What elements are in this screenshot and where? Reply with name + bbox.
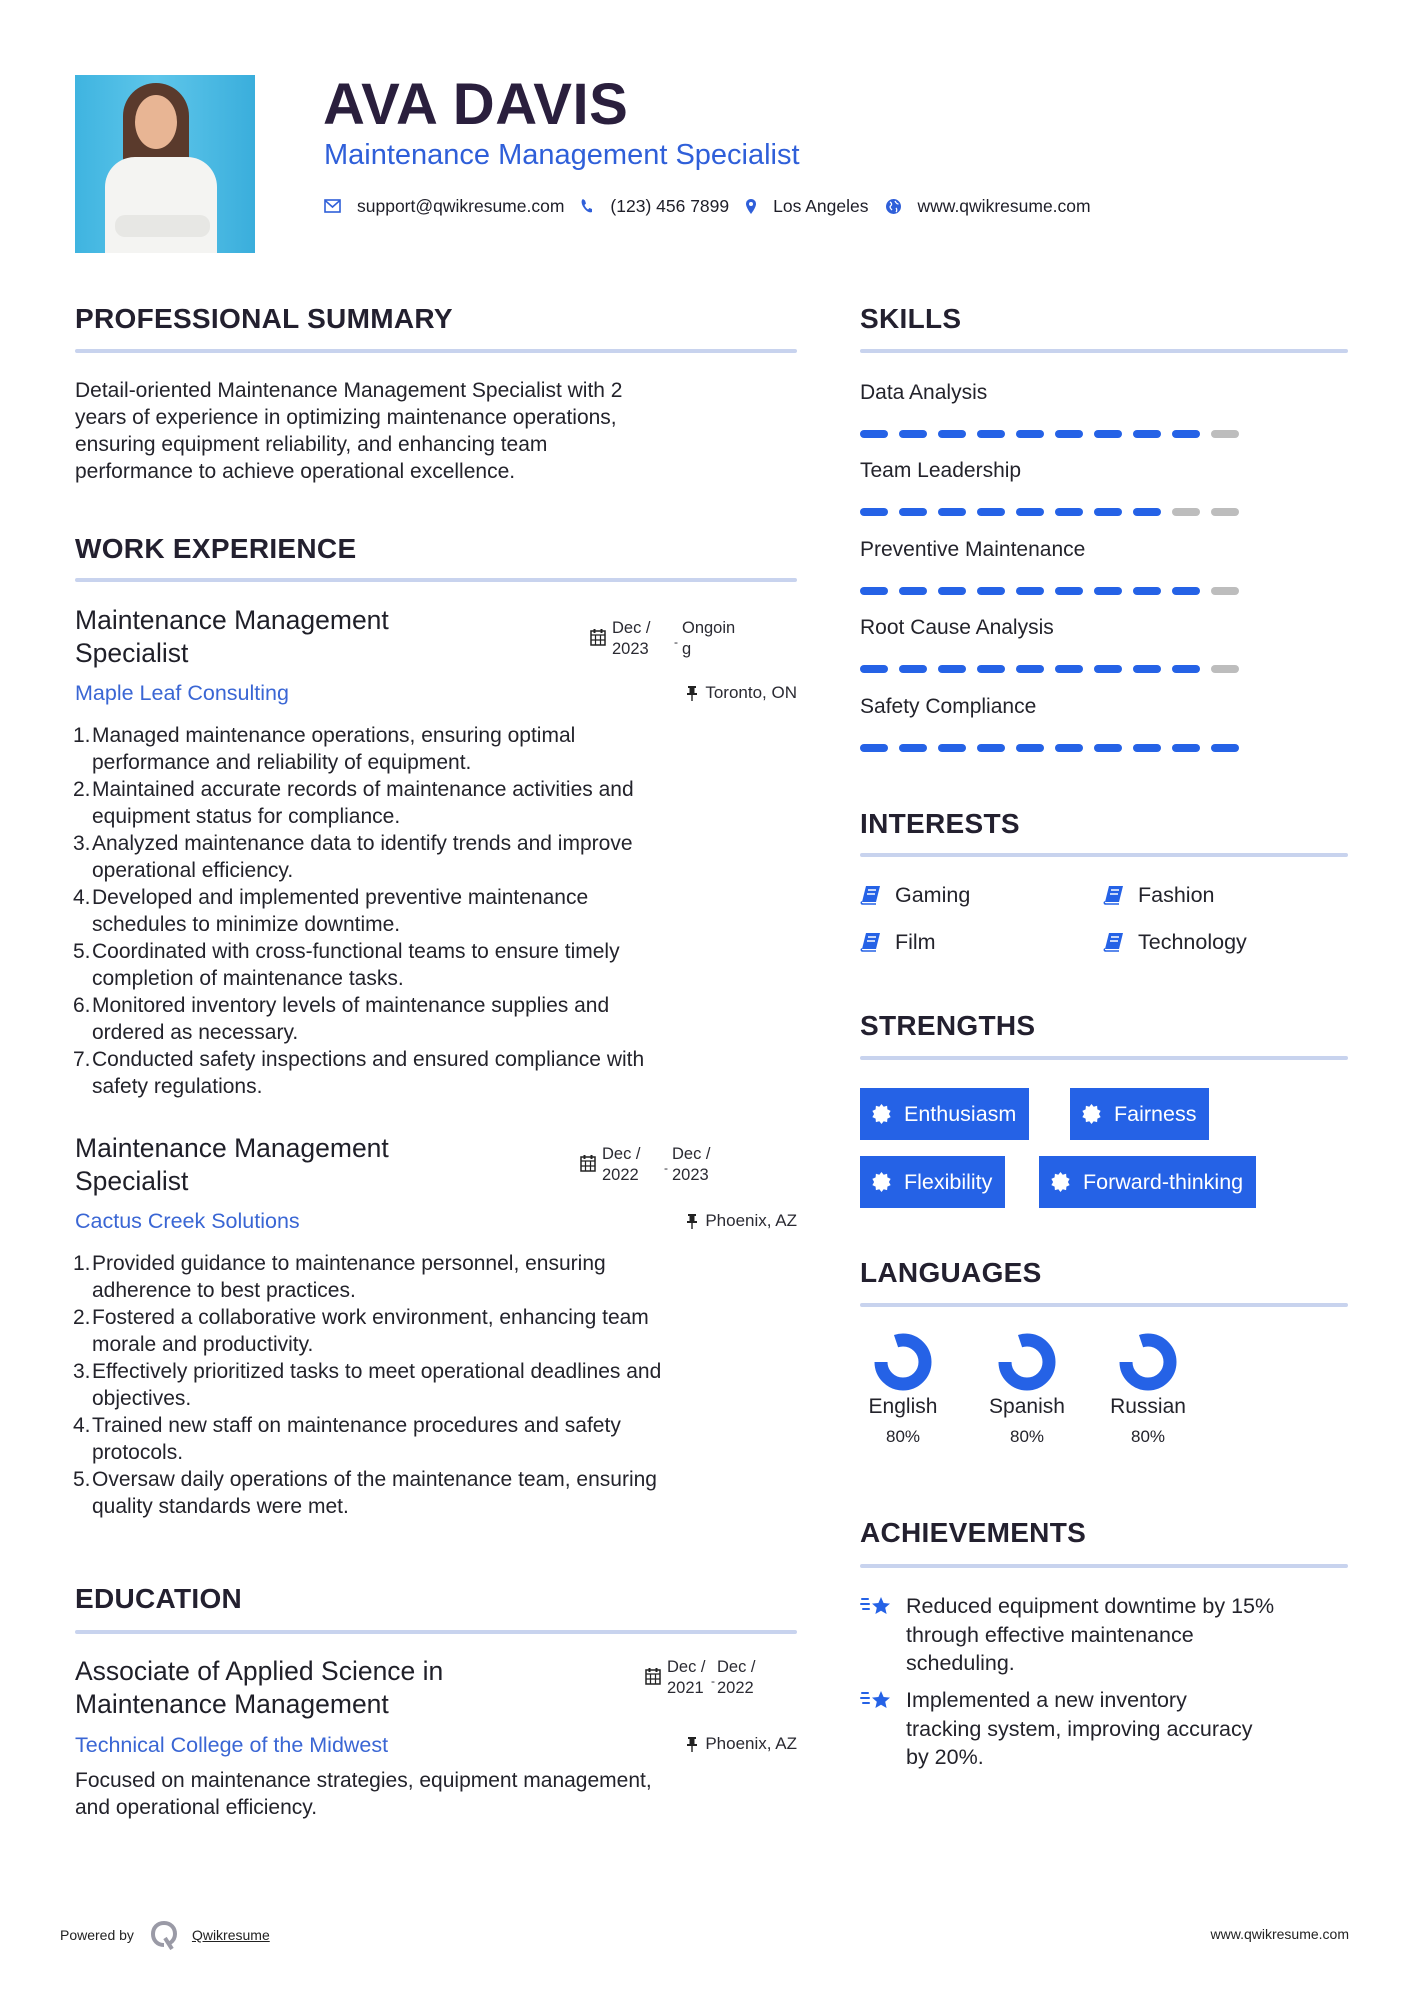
badge-icon xyxy=(1051,1172,1071,1192)
list-item: 2. Fostered a collaborative work environment, enhancing team morale and productivity. xyxy=(73,1306,649,1356)
language-item: English 80% xyxy=(848,1330,958,1448)
book-icon xyxy=(1103,885,1125,905)
job-bullets xyxy=(75,1250,805,1520)
list-item: 2. Maintained accurate records of maintenance activities and equipment status for compliance. xyxy=(73,778,634,828)
section-title-interests: INTERESTS xyxy=(860,808,1020,839)
divider xyxy=(860,1303,1348,1307)
language-item: Spanish 80% xyxy=(972,1330,1082,1448)
interest-item: Gaming xyxy=(860,882,970,908)
skill-rating-bar xyxy=(860,665,1239,673)
footer-website-link[interactable]: www.qwikresume.com xyxy=(1210,1926,1349,1942)
strength-badge: Forward-thinking xyxy=(1039,1156,1256,1208)
skill-rating-bar xyxy=(860,508,1239,516)
divider xyxy=(860,1056,1348,1060)
divider xyxy=(75,578,797,582)
list-item: 6. Monitored inventory levels of maintenance supplies and ordered as necessary. xyxy=(73,994,610,1044)
section-title-education: EDUCATION xyxy=(75,1583,243,1614)
section-title-skills: SKILLS xyxy=(860,303,962,334)
list-item: 1. Provided guidance to maintenance personnel, ensuring adherence to best practices. xyxy=(73,1252,606,1302)
list-item: 3. Analyzed maintenance data to identify trends and improve operational efficiency. xyxy=(73,832,633,882)
badge-icon xyxy=(872,1104,892,1124)
divider xyxy=(75,349,797,353)
education-location: Phoenix, AZ xyxy=(686,1733,797,1755)
skill-rating-bar xyxy=(860,744,1239,752)
pushpin-icon xyxy=(686,1213,698,1230)
badge-icon xyxy=(872,1172,892,1192)
job-title: Maintenance Management Specialist xyxy=(75,605,389,668)
strength-badge: Enthusiasm xyxy=(860,1088,1029,1140)
list-item: 7. Conducted safety inspections and ensured compliance with safety regulations. xyxy=(73,1048,645,1098)
divider xyxy=(860,1564,1348,1568)
interest-item: Film xyxy=(860,929,936,955)
education-dates: Dec / 2021 - Dec / 2022 xyxy=(645,1657,756,1699)
summary-text: Detail-oriented Maintenance Management Specialist with 2 years of experience in optimizing maintenance operations, ensuring equipment reliability, and enhancing team performance to achieve operational excellence. xyxy=(75,379,623,483)
section-title-achievements: ACHIEVEMENTS xyxy=(860,1517,1087,1548)
skill-rating-bar xyxy=(860,430,1239,438)
list-item: 3. Effectively prioritized tasks to meet operational deadlines and objectives. xyxy=(73,1360,662,1410)
skill-rating-bar xyxy=(860,587,1239,595)
degree-title: Associate of Applied Science in Maintenance Management xyxy=(75,1656,444,1719)
job-bullets xyxy=(75,722,805,1100)
calendar-icon xyxy=(645,1667,661,1685)
calendar-icon xyxy=(590,628,606,646)
job-title: Maintenance Management Specialist xyxy=(75,1133,389,1196)
list-item: 5. Coordinated with cross-functional teams to ensure timely completion of maintenance tasks. xyxy=(73,940,620,990)
language-item: Russian 80% xyxy=(1093,1330,1203,1448)
strength-badge: Flexibility xyxy=(860,1156,1005,1208)
section-title-experience: WORK EXPERIENCE xyxy=(75,533,357,564)
progress-ring-icon xyxy=(995,1330,1059,1394)
contact-row xyxy=(324,195,1107,217)
section-title-languages: LANGUAGES xyxy=(860,1257,1042,1288)
book-icon xyxy=(860,885,882,905)
section-title-summary: PROFESSIONAL SUMMARY xyxy=(75,303,453,334)
book-icon xyxy=(860,932,882,952)
list-item: 5. Oversaw daily operations of the maintenance team, ensuring quality standards were met. xyxy=(73,1468,657,1518)
achievement-item: Implemented a new inventory tracking system, improving accuracy by 20%. xyxy=(860,1686,1346,1772)
list-item: 4. Trained new staff on maintenance procedures and safety protocols. xyxy=(73,1414,621,1464)
pushpin-icon xyxy=(686,1736,698,1753)
qwikresume-logo-icon xyxy=(150,1920,178,1950)
qwikresume-link[interactable]: Qwikresume xyxy=(191,1927,270,1943)
education-description: Focused on maintenance strategies, equipment management, and operational efficiency. xyxy=(75,1769,652,1819)
divider xyxy=(860,853,1348,857)
shooting-star-icon xyxy=(860,1688,894,1714)
contact-email[interactable]: support@qwikresume.com xyxy=(324,195,564,217)
skill-label: Team Leadership xyxy=(860,459,1022,482)
pushpin-icon xyxy=(686,685,698,702)
skill-label: Data Analysis xyxy=(860,381,988,404)
contact-phone[interactable]: (123) 456 7899 xyxy=(580,195,729,217)
phone-icon xyxy=(580,198,594,214)
skill-label: Safety Compliance xyxy=(860,695,1037,718)
divider xyxy=(75,1630,797,1634)
badge-icon xyxy=(1082,1104,1102,1124)
candidate-name: AVA DAVIS xyxy=(323,72,629,137)
book-icon xyxy=(1103,932,1125,952)
company-name: Maple Leaf Consulting xyxy=(75,681,289,705)
achievement-item: Reduced equipment downtime by 15% through effective maintenance scheduling. xyxy=(860,1592,1346,1678)
job-dates: Dec / 2023 - Ongoin g xyxy=(590,618,735,660)
job-dates: Dec / 2022 - Dec / 2023 xyxy=(580,1144,711,1186)
contact-website[interactable]: www.qwikresume.com xyxy=(885,195,1091,217)
calendar-icon xyxy=(580,1154,596,1172)
section-title-strengths: STRENGTHS xyxy=(860,1010,1036,1041)
list-item: 1. Managed maintenance operations, ensuring optimal performance and reliability of equipment. xyxy=(73,724,576,774)
globe-icon xyxy=(885,198,902,215)
map-pin-icon xyxy=(745,198,757,215)
job-location: Toronto, ON xyxy=(686,682,797,704)
company-name: Cactus Creek Solutions xyxy=(75,1209,300,1233)
progress-ring-icon xyxy=(871,1330,935,1394)
job-location: Phoenix, AZ xyxy=(686,1210,797,1232)
school-name: Technical College of the Midwest xyxy=(75,1733,389,1757)
strength-badge: Fairness xyxy=(1070,1088,1209,1140)
skill-label: Preventive Maintenance xyxy=(860,538,1086,561)
footer-powered-by: Powered by Qwikresume xyxy=(60,1920,270,1950)
contact-location: Los Angeles xyxy=(745,195,868,217)
interest-item: Technology xyxy=(1103,929,1247,955)
interest-item: Fashion xyxy=(1103,882,1215,908)
list-item: 4. Developed and implemented preventive maintenance schedules to minimize downtime. xyxy=(73,886,589,936)
envelope-icon xyxy=(324,199,341,213)
profile-photo xyxy=(75,75,255,253)
progress-ring-icon xyxy=(1116,1330,1180,1394)
skill-label: Root Cause Analysis xyxy=(860,616,1054,639)
divider xyxy=(860,349,1348,353)
shooting-star-icon xyxy=(860,1594,894,1620)
candidate-role: Maintenance Management Specialist xyxy=(324,139,800,171)
